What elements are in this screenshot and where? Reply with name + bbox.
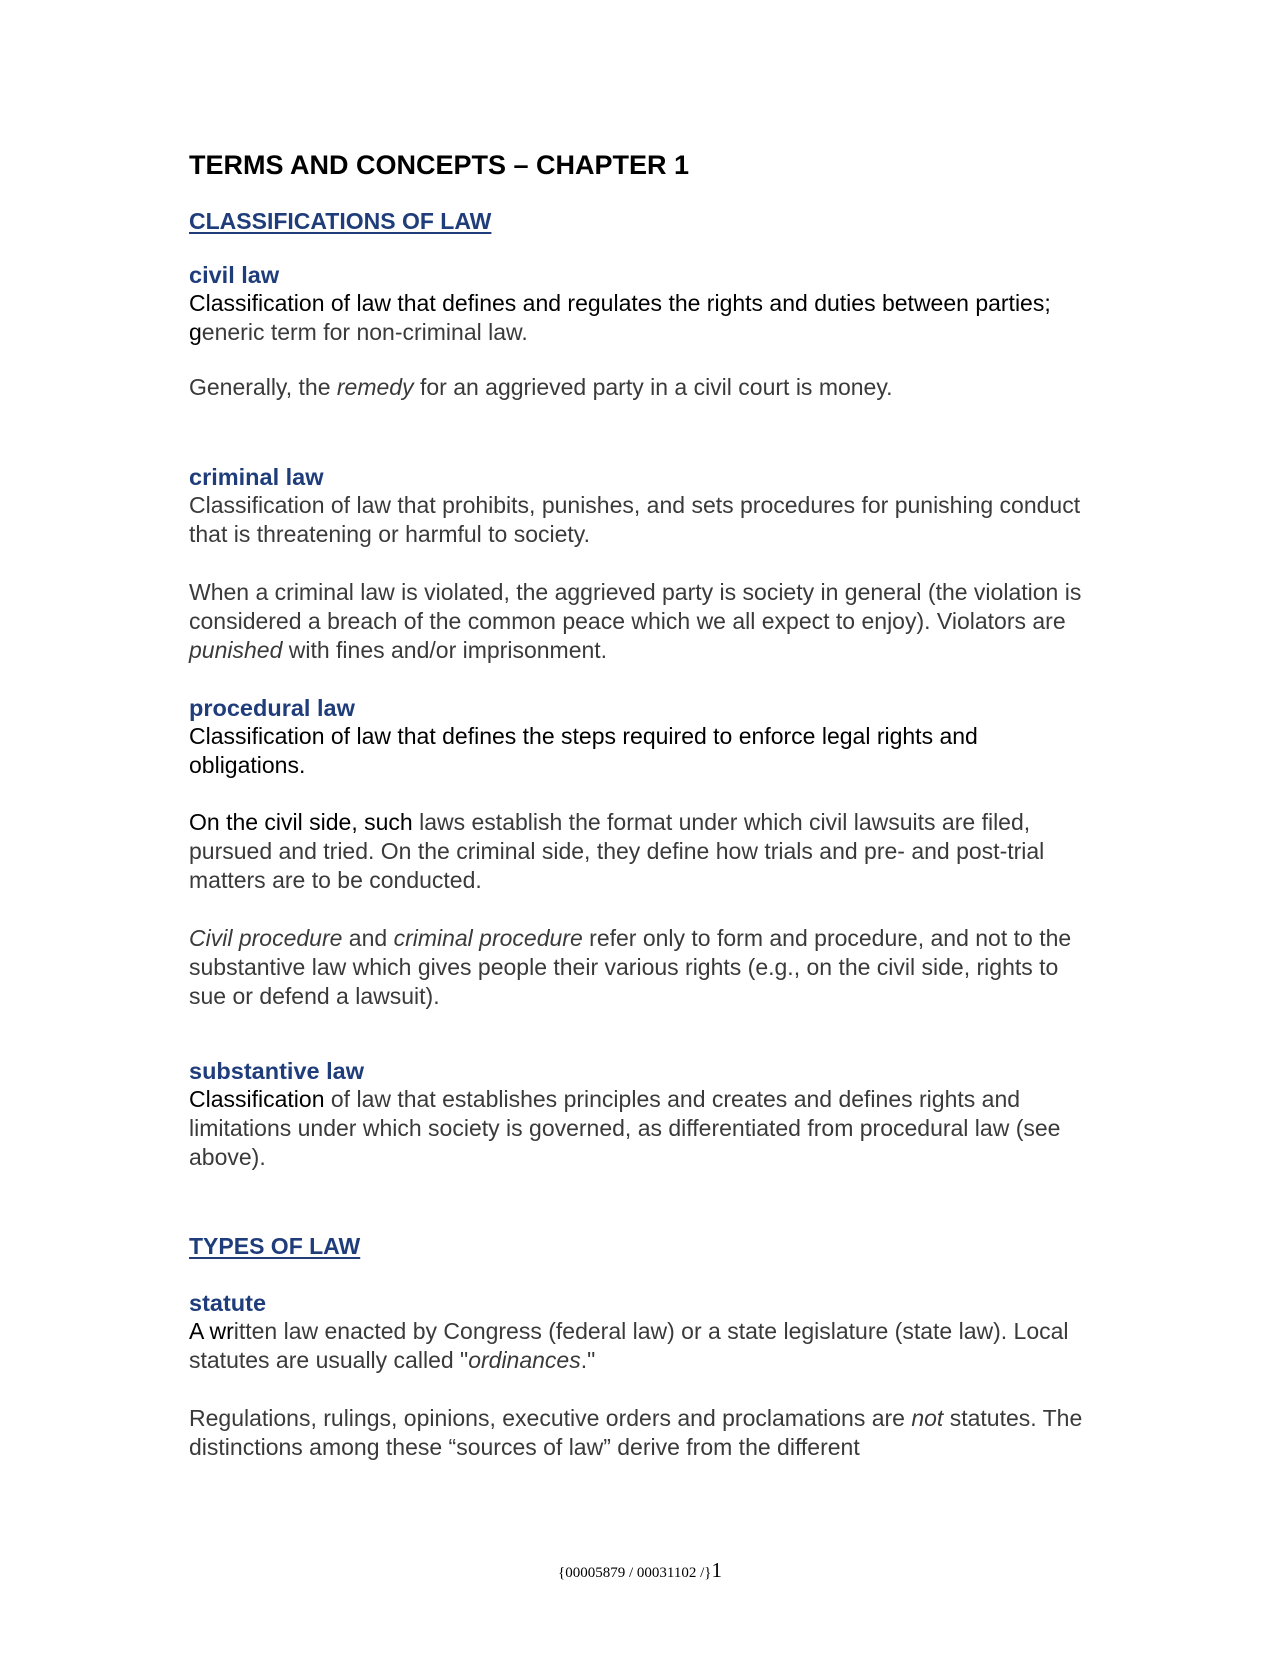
statute-definition [189, 1317, 1099, 1375]
criminal-law-violation-text-b: with fines and/or imprisonment. [282, 637, 608, 663]
section-heading-types-of-law: TYPES OF LAW [189, 1233, 361, 1259]
page-footer [0, 1558, 1280, 1583]
civil-law-remedy-emphasis: remedy [336, 374, 414, 400]
document-code: {00005879 / 00031102 /} [558, 1565, 712, 1581]
section-heading-classifications: CLASSIFICATIONS OF LAW [189, 208, 492, 234]
statute-definition-text-a: itten law enacted by Congress (federal law) or a state legislature (state law). Local statutes are usually called " [189, 1318, 1069, 1373]
statute-definition-dark: A wr [189, 1318, 234, 1344]
civil-law-remedy-text-b: for an aggrieved party in a civil court is money. [413, 374, 893, 400]
criminal-law-violation-text-a: When a criminal law is violated, the aggrieved party is society in general (the violation is considered a breach of the common peace which we all expect to enjoy). Violators are [189, 579, 1082, 634]
civil-law-definition-rest: eneric term for non-criminal law. [201, 319, 528, 345]
criminal-law-violation-emphasis: punished [189, 637, 283, 663]
civil-law-definition [189, 289, 1099, 347]
civil-law-definition-dark: Classification of law that defines and regulates the rights and duties between parties; g [189, 290, 1051, 345]
procedural-form-text-b: refer only to form and procedure, and not to the substantive law which gives people their various rights (e.g., on the civil side, rights to sue or defend a lawsuit). [189, 925, 1072, 1009]
statute-sources-paragraph [189, 1404, 1099, 1462]
statute-definition-text-b: ." [580, 1347, 596, 1373]
substantive-law-definition [189, 1085, 1099, 1172]
page-number: 1 [711, 1558, 722, 1582]
procedural-law-sides-rest: laws establish the format under which civil lawsuits are filed, pursued and tried. On the criminal side, they define how trials and pre- and post-trial matters are to be conducted. [189, 809, 1045, 893]
statute-sources-text-b: statutes. The distinctions among these “sources of law” derive from the different [189, 1405, 1083, 1460]
substantive-law-definition-rest: of law that establishes principles and creates and defines rights and limitations under which society is governed, as differentiated from procedural law (see above). [189, 1086, 1061, 1170]
document-title: TERMS AND CONCEPTS – CHAPTER 1 [189, 150, 690, 180]
term-statute: statute [189, 1290, 267, 1316]
procedural-law-sides-paragraph [189, 808, 1099, 895]
criminal-law-definition: Classification of law that prohibits, punishes, and sets procedures for punishing conduct that is threatening or harmful to society. [189, 492, 1081, 547]
term-substantive-law: substantive law [189, 1058, 364, 1084]
substantive-law-definition-dark: Classification [189, 1086, 325, 1112]
criminal-procedure-emphasis: criminal procedure [393, 925, 583, 951]
ordinances-emphasis: ordinances [468, 1347, 581, 1373]
procedural-form-text-a: and [342, 925, 394, 951]
not-emphasis: not [911, 1405, 944, 1431]
term-procedural-law: procedural law [189, 695, 355, 721]
procedural-law-sides-dark: On the civil side, such [189, 809, 413, 835]
statute-sources-text-a: Regulations, rulings, opinions, executive orders and proclamations are [189, 1405, 912, 1431]
procedural-law-definition: Classification of law that defines the steps required to enforce legal rights and obligations. [189, 723, 978, 778]
term-civil-law: civil law [189, 262, 280, 288]
term-criminal-law: criminal law [189, 464, 324, 490]
criminal-law-violation-paragraph [189, 578, 1099, 665]
civil-law-remedy-paragraph [189, 373, 1099, 402]
civil-law-remedy-text-a: Generally, the [189, 374, 337, 400]
civil-procedure-emphasis: Civil procedure [189, 925, 343, 951]
procedural-law-form-paragraph [189, 924, 1099, 1011]
